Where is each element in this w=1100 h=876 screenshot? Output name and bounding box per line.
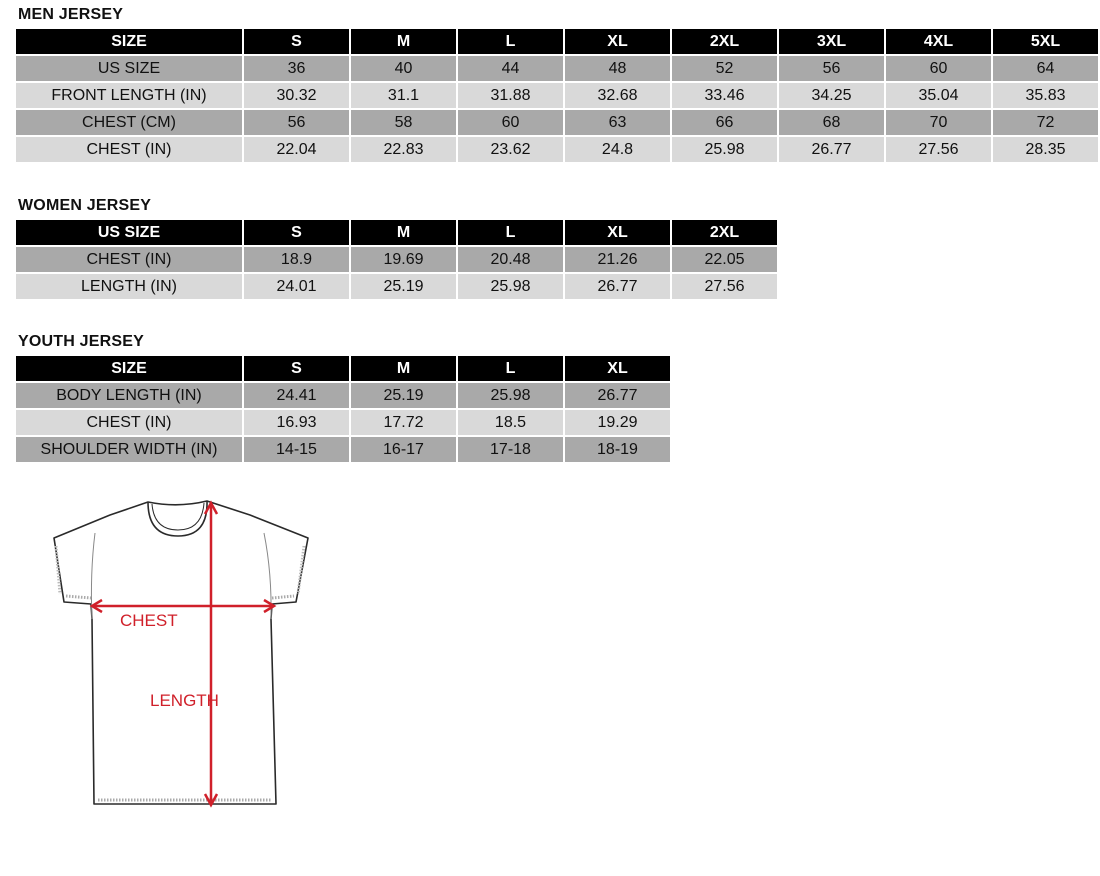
row-label: FRONT LENGTH (IN): [16, 83, 242, 108]
header-cell: 2XL: [672, 29, 777, 54]
table-cell: 18-19: [565, 437, 670, 462]
table-cell: 20.48: [458, 247, 563, 272]
table-cell: 14-15: [244, 437, 349, 462]
header-cell: 2XL: [672, 220, 777, 245]
table-header-row: [16, 220, 777, 245]
youth-jersey-table: [14, 354, 672, 464]
row-label: SHOULDER WIDTH (IN): [16, 437, 242, 462]
table-cell: 17.72: [351, 410, 456, 435]
table-cell: 16-17: [351, 437, 456, 462]
table-row: [16, 247, 777, 272]
table-cell: 30.32: [244, 83, 349, 108]
header-cell: SIZE: [16, 29, 242, 54]
table-cell: 28.35: [993, 137, 1098, 162]
table-cell: 18.5: [458, 410, 563, 435]
table-cell: 36: [244, 56, 349, 81]
header-cell: S: [244, 29, 349, 54]
table-row: [16, 56, 1098, 81]
header-cell: XL: [565, 356, 670, 381]
table-cell: 25.98: [672, 137, 777, 162]
table-cell: 18.9: [244, 247, 349, 272]
table-cell: 17-18: [458, 437, 563, 462]
header-cell: XL: [565, 220, 670, 245]
header-cell: M: [351, 220, 456, 245]
table-cell: 56: [779, 56, 884, 81]
table-cell: 68: [779, 110, 884, 135]
row-label: US SIZE: [16, 56, 242, 81]
table-row: [16, 383, 670, 408]
table-cell: 31.1: [351, 83, 456, 108]
header-cell: XL: [565, 29, 670, 54]
table-cell: 24.8: [565, 137, 670, 162]
table-cell: 26.77: [565, 274, 670, 299]
table-cell: 48: [565, 56, 670, 81]
table-row: [16, 83, 1098, 108]
table-cell: 64: [993, 56, 1098, 81]
table-cell: 25.19: [351, 383, 456, 408]
table-cell: 40: [351, 56, 456, 81]
row-label: CHEST (IN): [16, 247, 242, 272]
table-cell: 34.25: [779, 83, 884, 108]
table-cell: 33.46: [672, 83, 777, 108]
row-label: BODY LENGTH (IN): [16, 383, 242, 408]
table-cell: 60: [886, 56, 991, 81]
table-cell: 66: [672, 110, 777, 135]
tshirt-outline-icon: [54, 501, 308, 804]
table-cell: 19.29: [565, 410, 670, 435]
row-label: CHEST (IN): [16, 137, 242, 162]
table-cell: 26.77: [565, 383, 670, 408]
table-cell: 60: [458, 110, 563, 135]
header-cell: L: [458, 220, 563, 245]
header-cell: S: [244, 356, 349, 381]
table-row: [16, 437, 670, 462]
men-jersey-title: MEN JERSEY: [18, 6, 124, 23]
table-cell: 22.83: [351, 137, 456, 162]
table-cell: 27.56: [672, 274, 777, 299]
table-cell: 16.93: [244, 410, 349, 435]
header-cell: M: [351, 356, 456, 381]
table-cell: 26.77: [779, 137, 884, 162]
header-cell: 5XL: [993, 29, 1098, 54]
table-cell: 27.56: [886, 137, 991, 162]
table-cell: 35.83: [993, 83, 1098, 108]
table-cell: 58: [351, 110, 456, 135]
table-cell: 22.05: [672, 247, 777, 272]
table-cell: 31.88: [458, 83, 563, 108]
table-row: [16, 137, 1098, 162]
header-cell: US SIZE: [16, 220, 242, 245]
row-label: CHEST (IN): [16, 410, 242, 435]
women-jersey-title: WOMEN JERSEY: [18, 197, 152, 214]
row-label: LENGTH (IN): [16, 274, 242, 299]
header-cell: SIZE: [16, 356, 242, 381]
header-cell: M: [351, 29, 456, 54]
table-row: [16, 410, 670, 435]
header-cell: 3XL: [779, 29, 884, 54]
table-cell: 25.98: [458, 274, 563, 299]
chest-label: CHEST: [120, 611, 178, 630]
table-cell: 56: [244, 110, 349, 135]
youth-jersey-title: YOUTH JERSEY: [18, 333, 144, 350]
length-label: LENGTH: [150, 691, 219, 710]
men-jersey-table: [14, 27, 1100, 164]
table-cell: 44: [458, 56, 563, 81]
header-cell: L: [458, 29, 563, 54]
table-cell: 63: [565, 110, 670, 135]
table-cell: 70: [886, 110, 991, 135]
women-jersey-table: [14, 218, 779, 301]
table-row: [16, 274, 777, 299]
header-cell: L: [458, 356, 563, 381]
table-cell: 25.98: [458, 383, 563, 408]
table-cell: 24.01: [244, 274, 349, 299]
table-cell: 23.62: [458, 137, 563, 162]
header-cell: S: [244, 220, 349, 245]
table-cell: 72: [993, 110, 1098, 135]
table-cell: 32.68: [565, 83, 670, 108]
table-header-row: [16, 356, 670, 381]
tshirt-measurement-diagram: [40, 488, 320, 818]
row-label: CHEST (CM): [16, 110, 242, 135]
table-cell: 24.41: [244, 383, 349, 408]
table-header-row: [16, 29, 1098, 54]
table-cell: 25.19: [351, 274, 456, 299]
table-cell: 21.26: [565, 247, 670, 272]
table-cell: 52: [672, 56, 777, 81]
table-cell: 35.04: [886, 83, 991, 108]
header-cell: 4XL: [886, 29, 991, 54]
table-row: [16, 110, 1098, 135]
table-cell: 19.69: [351, 247, 456, 272]
table-cell: 22.04: [244, 137, 349, 162]
